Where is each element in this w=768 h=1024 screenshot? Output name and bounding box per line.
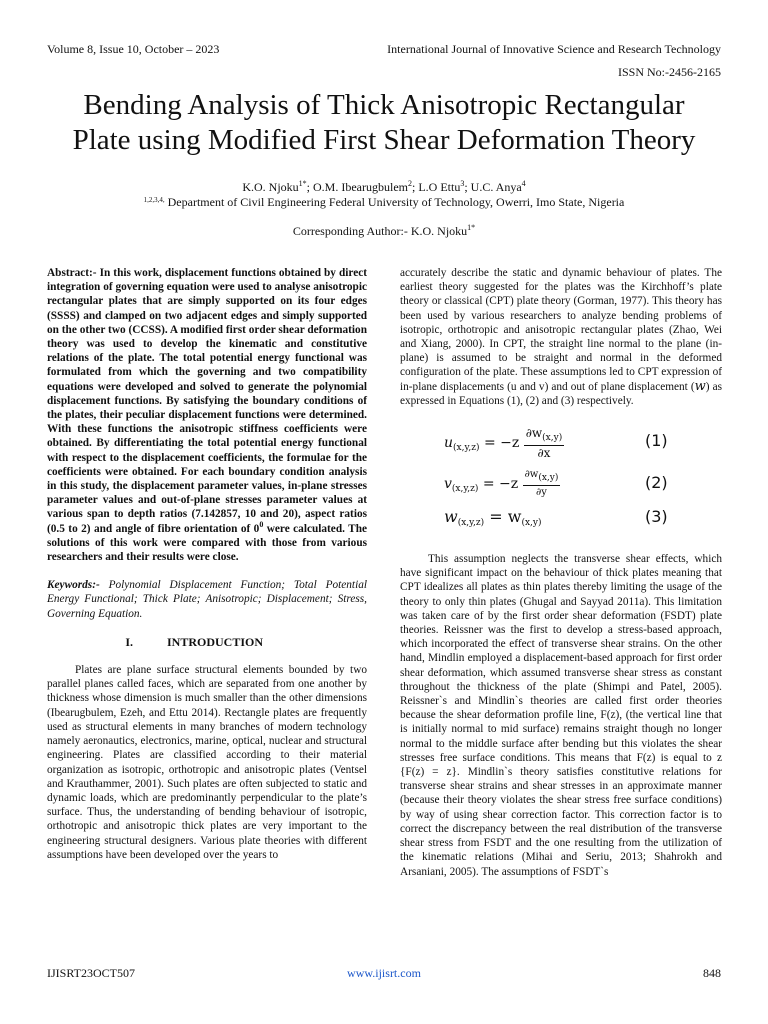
author-4: ; U.C. Anya [464, 180, 522, 194]
affiliation-text: Department of Civil Engineering Federal University of Technology, Owerri, Imo State, Nigeria [164, 195, 625, 209]
eq2-denominator: ∂y [536, 487, 547, 499]
equation-3-number: (3) [645, 507, 668, 527]
eq3-rhs-subscript: (x,y) [521, 518, 542, 529]
degree-superscript: 0 [259, 519, 264, 529]
right-column [400, 266, 722, 879]
section-heading-introduction [47, 635, 367, 649]
author-1: K.O. Njoku [242, 180, 299, 194]
paper-id: IJISRT23OCT507 [47, 966, 135, 980]
journal-website-link[interactable]: www.ijisrt.com [347, 966, 421, 980]
eq3-rhs: = w [489, 507, 522, 527]
author-3-marker: 3 [460, 179, 465, 188]
abstract-text-end: were calculated. The solutions of this work were compared with those from various researchers and their results were close. [47, 522, 367, 564]
eq1-numerator: ∂w [525, 426, 543, 441]
left-column [47, 266, 367, 862]
equation-3 [400, 508, 722, 538]
abstract-text: Abstract:- In this work, displacement functions obtained by direct integration of governing equation were used to analyse anisotropic rectangular plates that are simply supported on its four edges (SSSS) and clamped on two adjacent edges and simply supported on the other two (CCSS). A modified first order shear deformation theory was used to develop the kinematic and constitutive relations of the plate. The total potential energy functional was formulated from which the governing and two compatibility equations were developed and solved to generate the polynomial displacement functions. By satisfying the boundary conditions of the plates, their peculiar displacement functions were determined. With these functions the anisotropic stiffness coefficients were obtained. By differentiating the total potential energy functional with respect to the displacement coefficients, the formulae for the coefficients were obtained. For each boundary condition analysis in this study, the displacement parameter values, in-plane stresses parameter values and out-of-plane stresses parameter values at various span to depth ratios (7.142857, 10 and 20), aspect ratios (0.5 to 2) and angle of fibre orientation of 0 [47, 267, 367, 535]
keywords-label: Keywords:- [47, 579, 100, 592]
eq2-lhs-subscript: (x,y,z) [451, 484, 479, 495]
equation-2 [400, 466, 722, 508]
equation-2-number: (2) [645, 473, 668, 493]
author-1-marker: 1* [298, 179, 307, 188]
equation-1 [400, 422, 722, 466]
cpt-paragraph-text-end: ) as expressed in Equations (1), (2) and (3) respectively. [400, 380, 723, 407]
author-2-marker: 2 [407, 179, 412, 188]
section-number: I. [125, 634, 133, 649]
abstract [47, 266, 367, 564]
fsdt-paragraph: This assumption neglects the transverse shear effects, which have significant impact on the behaviour of thick plates meaning that CPT idealizes all plates as thin plates thereby limiting the usage of the theory to only thin plates (Ghugal and Sayyad 2011a). This limitation was taken care of by the first order shear deformation (FSDT) plate theories. Reissner was the first to develop a stress-based approach, which incorporated the effect of transverse shear strains. On the other hand, Mindlin employed a displacement-based approach for first order shear deformation, which assumed transverse shear stress as constant throughout the thickness of the plate (Shimpi and Patel, 2005). Reissner`s and Mindlin`s theories are called first order theories because the shear deformation profile line, F(z), (the vertical line that is initially normal to mid surface) remains straight though no longer normal to the middle surface after bending but this violates the shear stresses free surface conditions. This means that F(z) is equal to z {F(z) = z}. Mindlin`s theory satisfies constitutive relations for transverse shear strains and shear stresses in an approximate manner (because their theory violates the shear stress free surface conditions) by way of using shear correction factor. This correction factor is to correct the discrepancy between the real distribution of the transverse shear stress from FSDT and the one resulting from the utilization of the kinematic relations (Mihai and Seriu, 2013; Shahrokh and Arsaniani, 2005). The assumptions of FSDT`s [400, 553, 722, 878]
corresponding-author-text: Corresponding Author:- K.O. Njoku [292, 224, 468, 238]
affiliation [0, 195, 768, 210]
keywords-text: Polynomial Displacement Function; Total Potential Energy Functional; Thick Plate; Anisotropic; Displacement; Stress, Governing Equation. [47, 579, 367, 620]
author-2: ; O.M. Ibearugbulem [306, 180, 408, 194]
affiliation-markers: 1,2,3,4, [143, 196, 165, 204]
eq3-lhs: w [444, 507, 458, 527]
eq3-lhs-subscript: (x,y,z) [457, 518, 485, 529]
equation-list [400, 422, 722, 538]
keywords [47, 578, 367, 621]
journal-volume-issue: Volume 8, Issue 10, October – 2023 [47, 42, 220, 56]
eq2-lhs: v [444, 476, 452, 493]
author-list [0, 180, 768, 195]
eq1-lhs-subscript: (x,y,z) [453, 443, 480, 454]
eq1-numerator-subscript: (x,y) [542, 433, 563, 444]
equation-1-number: (1) [645, 431, 668, 451]
eq1-fraction [524, 426, 565, 460]
eq1-rhs: = −z [483, 435, 520, 452]
author-4-marker: 4 [521, 179, 526, 188]
corresponding-author [0, 224, 768, 239]
corresponding-author-marker: 1* [467, 223, 476, 232]
intro-paragraph: Plates are plane surface structural elements bounded by two parallel planes called faces, which are separated from one another by thickness whose dimension is much smaller than the other dimensions (Ibearugbulem, Ezeh, and Ettu 2014). Rectangle plates are frequently used as structural elements in many branches of modern technology namely aeronautics, electronics, marine, optical, nuclear and structural engineering. Plates are classified according to their material organization as isotropic, orthotropic and anisotropic plates (Ventsel and Krauthammer, 2001). Such plates are often subjected to static and dynamic loads, which are predominantly perpendicular to the plate’s surface. Thus, the understanding of bending behaviour of isotropic, orthotropic and anisotropic thick plates are very important to the engineering structural designers. Various plate theories with different assumptions have been developed over the years to [47, 664, 367, 861]
author-3: ; L.O Ettu [411, 180, 461, 194]
inline-w-symbol: w [694, 378, 706, 394]
eq2-numerator-subscript: (x,y) [538, 473, 559, 484]
eq2-fraction [523, 468, 561, 500]
issn-number: ISSN No:-2456-2165 [617, 65, 721, 79]
title-line-1: Bending Analysis of Thick Anisotropic Rectangular [83, 89, 685, 121]
eq1-lhs: u [444, 435, 454, 452]
section-title: INTRODUCTION [167, 634, 264, 649]
cpt-paragraph-text: accurately describe the static and dynamic behaviour of plates. The earliest theory suggested for the plates was the Kirchhoff’s plate theory or classical (CPT) plate theory (Gorman, 1977). This theory has been used by various researchers to analyze bending problems of isotropic, orthotropic and anisotropic rectangular plates (Zhao, Wei and Xiang, 2000). In CPT, the straight line normal to the plane (in-plane) is assumed to be straight and normal in the deformed configuration of the plate. These assumptions led to CPT expression of in-plane displacements (u and v) and out of plane displacement ( [400, 267, 722, 393]
cpt-paragraph [400, 266, 722, 408]
page-number: 848 [703, 966, 721, 980]
paper-title [20, 88, 748, 158]
journal-name: International Journal of Innovative Science and Research Technology [387, 42, 721, 56]
eq2-numerator: ∂w [524, 469, 539, 481]
eq2-rhs: = −z [482, 476, 519, 493]
title-line-2: Plate using Modified First Shear Deformation Theory [72, 124, 696, 156]
eq1-denominator: ∂x [537, 446, 551, 461]
